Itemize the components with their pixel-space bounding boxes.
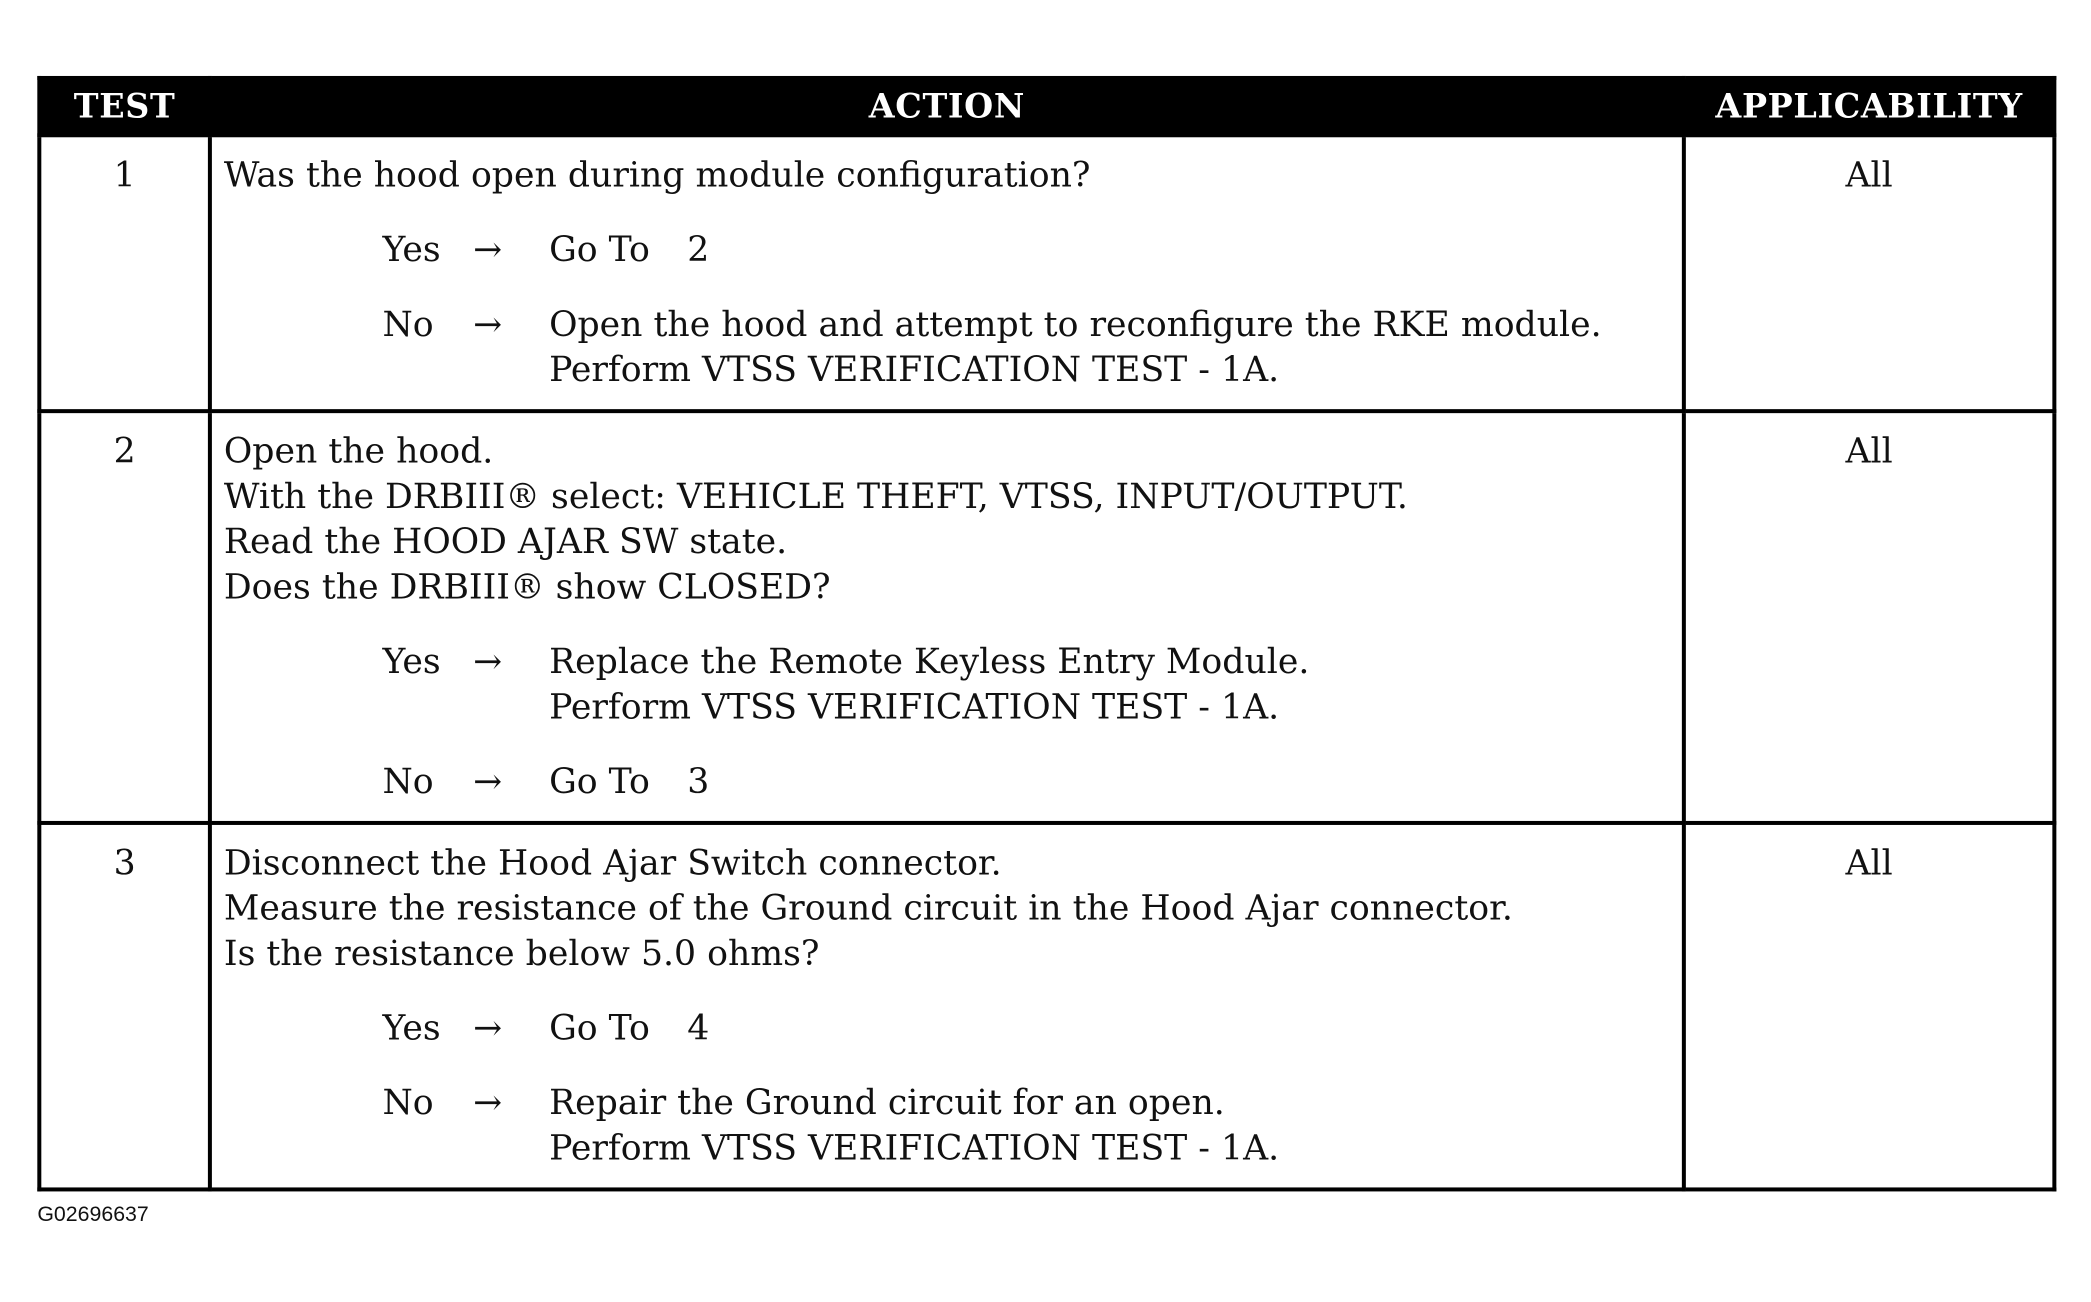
- goto-number: 2: [687, 230, 710, 271]
- header-applicability: APPLICABILITY: [1684, 78, 2054, 135]
- yes-answer: [224, 640, 1669, 731]
- applicability-value: All: [1684, 411, 2054, 823]
- table-row: [39, 823, 2054, 1189]
- result-line: Open the hood and attempt to reconfigure the RKE module.: [549, 305, 1602, 346]
- action-cell: [210, 823, 1684, 1189]
- table-row: [39, 135, 2054, 411]
- yes-result: [549, 1006, 709, 1051]
- yes-label: Yes: [382, 642, 441, 683]
- goto-label: Go To: [549, 1008, 650, 1049]
- no-label: No: [382, 1083, 434, 1124]
- no-result: [549, 760, 709, 805]
- no-result: [549, 303, 1602, 394]
- arrow-icon: →: [473, 762, 503, 803]
- yes-answer: [224, 1006, 1669, 1051]
- arrow-icon: →: [473, 1008, 503, 1049]
- no-answer: [224, 1081, 1669, 1172]
- question-line: Disconnect the Hood Ajar Switch connector.: [223, 843, 1002, 884]
- question-line: Does the DRBIII® show CLOSED?: [223, 567, 831, 608]
- yes-answer: [224, 228, 1669, 273]
- image-id: G02696637: [37, 1203, 149, 1227]
- test-number: 2: [39, 411, 210, 823]
- no-answer: [224, 760, 1669, 805]
- table-header-row: [39, 78, 2054, 135]
- result-line: Perform VTSS VERIFICATION TEST - 1A.: [549, 350, 1280, 391]
- yes-label: Yes: [382, 230, 441, 271]
- arrow-icon: →: [473, 1083, 503, 1124]
- question-line: With the DRBIII® select: VEHICLE THEFT, VTSS, INPUT/OUTPUT.: [223, 477, 1408, 518]
- no-answer: [224, 303, 1669, 394]
- yes-label: Yes: [382, 1008, 441, 1049]
- table-row: [39, 411, 2054, 823]
- goto-number: 3: [687, 762, 710, 803]
- yes-result: [549, 640, 1309, 731]
- arrow-icon: →: [473, 642, 503, 683]
- question-line: Was the hood open during module configuration?: [223, 155, 1091, 196]
- applicability-value: All: [1684, 823, 2054, 1189]
- no-result: [549, 1081, 1279, 1172]
- no-label: No: [382, 762, 434, 803]
- action-cell: [210, 135, 1684, 411]
- result-line: Repair the Ground circuit for an open.: [549, 1083, 1225, 1124]
- question-line: Read the HOOD AJAR SW state.: [223, 522, 788, 563]
- test-number: 3: [39, 823, 210, 1189]
- yes-result: [549, 228, 709, 273]
- question-line: Open the hood.: [223, 431, 494, 472]
- applicability-value: All: [1684, 135, 2054, 411]
- question-line: Is the resistance below 5.0 ohms?: [223, 934, 820, 975]
- question-line: Measure the resistance of the Ground circuit in the Hood Ajar connector.: [223, 888, 1513, 929]
- goto-label: Go To: [549, 230, 650, 271]
- header-test: TEST: [39, 78, 210, 135]
- goto-label: Go To: [549, 762, 650, 803]
- goto-number: 4: [687, 1008, 710, 1049]
- header-action: ACTION: [210, 78, 1684, 135]
- result-line: Perform VTSS VERIFICATION TEST - 1A.: [549, 1128, 1280, 1169]
- action-cell: [210, 411, 1684, 823]
- arrow-icon: →: [473, 305, 503, 346]
- test-number: 1: [39, 135, 210, 411]
- arrow-icon: →: [473, 230, 503, 271]
- no-label: No: [382, 305, 434, 346]
- result-line: Perform VTSS VERIFICATION TEST - 1A.: [549, 687, 1280, 728]
- result-line: Replace the Remote Keyless Entry Module.: [549, 642, 1310, 683]
- diagnostic-test-table: [37, 76, 2056, 1191]
